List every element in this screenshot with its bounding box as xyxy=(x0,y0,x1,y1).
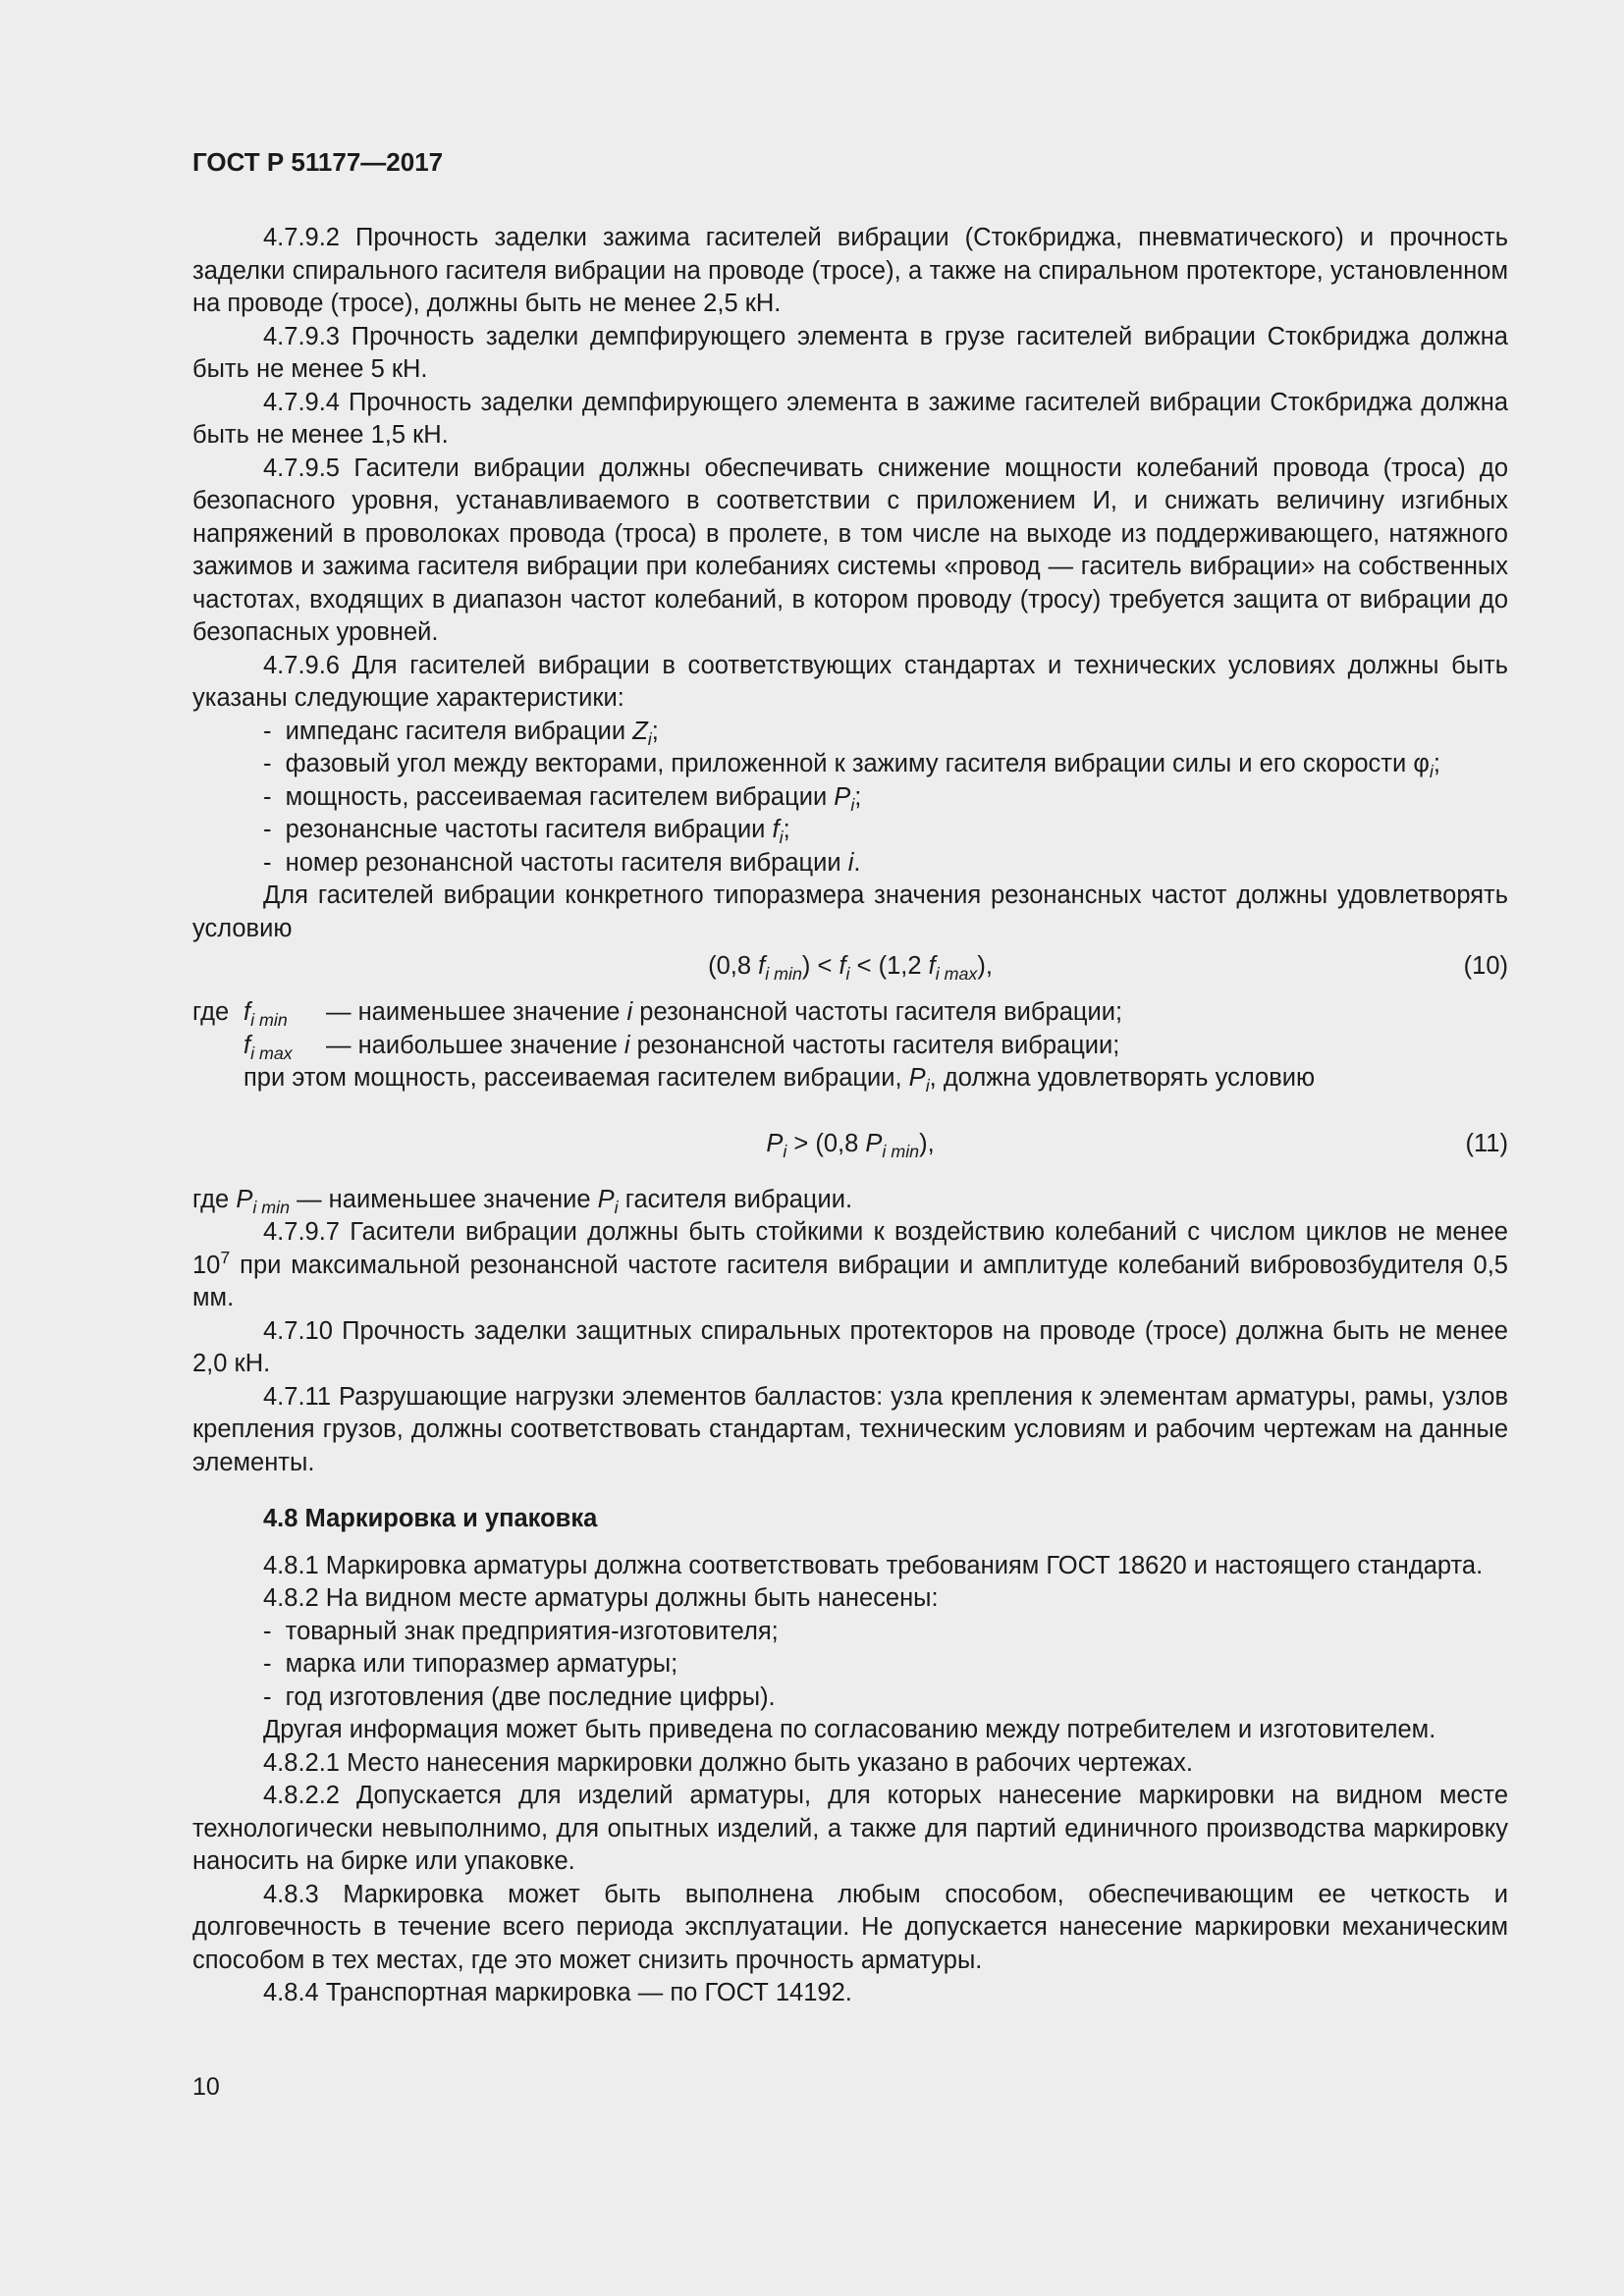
list-item: - товарный знак предприятия-изготовителя; xyxy=(192,1616,1508,1649)
paragraph-power-condition: при этом мощность, рассеиваемая гасителем вибрации, $P_i$, должна удовлетворять условию xyxy=(244,1064,1316,1095)
list-item: - фазовый угол между векторами, приложенной к зажиму гасителя вибрации силы и его скорости $\varphi_i$; xyxy=(192,748,1508,781)
where-row: где $f_{i min}$ — наименьшее значение i резонансной частоты гасителя вибрации; xyxy=(192,998,1123,1030)
list-item: - импеданс гасителя вибрации $Z_i$; xyxy=(192,716,1508,749)
list-item: - марка или типоразмер арматуры; xyxy=(192,1648,1508,1682)
paragraph-4-7-9-4: 4.7.9.4 Прочность заделки демпфирующего элемента в зажиме гасителей вибрации Стокбриджа должна быть не менее 1,5 кН. xyxy=(192,388,1508,449)
paragraph-other-info: Другая информация может быть приведена по согласованию между потребителем и изготовителем. xyxy=(263,1716,1436,1743)
where-row: где $P_{i min}$ — наименьшее значение $P_i$ гасителя вибрации. xyxy=(192,1185,853,1217)
paragraph-4-7-9-5: 4.7.9.5 Гасители вибрации должны обеспечивать снижение мощности колебаний провода (троса) до безопасного уровня, устанавливаемого в соответствии с приложением И, и снижать величину изгибных напряжений в проволоках провода (троса) в пролете, в том числе на выходе из поддерживающего, натяжного зажимов и зажима гасителя вибрации при колебаниях системы «провод — гаситель вибрации» на собственных частотах, входящих в диапазон частот колебаний, в котором проводу (тросу) требуется защита от вибрации до безопасных уровней. xyxy=(192,454,1508,646)
list-item: - резонансные частоты гасителя вибрации $f_i$; xyxy=(192,814,1508,847)
document-body xyxy=(192,222,1508,2010)
paragraph-4-8-1: 4.8.1 Маркировка арматуры должна соответствовать требованиям ГОСТ 18620 и настоящего стандарта. xyxy=(263,1551,1484,1579)
paragraph-4-8-2-2: 4.8.2.2 Допускается для изделий арматуры, для которых нанесение маркировки на видном месте технологически невыполнимо, для опытных изделий, а также для партий единичного производства маркировку наносить на бирке или упаковке. xyxy=(192,1782,1508,1875)
where-row: $f_{i max}$ — наибольшее значение i резонансной частоты гасителя вибрации; xyxy=(244,1031,1120,1063)
list-item: - год изготовления (две последние цифры). xyxy=(192,1682,1508,1715)
section-title-4-8: 4.8 Маркировка и упаковка xyxy=(263,1505,598,1532)
paragraph-4-7-9-6: 4.7.9.6 Для гасителей вибрации в соответствующих стандартах и технических условиях должны быть указаны следующие характеристики: xyxy=(192,651,1508,712)
paragraph-4-7-10: 4.7.10 Прочность заделки защитных спиральных протекторов на проводе (тросе) должна быть не менее 2,0 кН. xyxy=(192,1316,1508,1377)
list-item: - номер резонансной частоты гасителя вибрации i. xyxy=(192,847,1508,881)
paragraph-4-8-2-1: 4.8.2.1 Место нанесения маркировки должно быть указано в рабочих чертежах. xyxy=(263,1748,1193,1777)
paragraph-4-7-9-7: 4.7.9.7 Гасители вибрации должны быть стойкими к воздействию колебаний с числом циклов не менее $10^7$ при максимальной резонансной частоте гасителя вибрации и амплитуде колебаний вибровозбудителя 0,5 мм. xyxy=(192,1218,1508,1311)
paragraph-4-7-9-3: 4.7.9.3 Прочность заделки демпфирующего элемента в грузе гасителей вибрации Стокбриджа должна быть не менее 5 кН. xyxy=(192,322,1508,383)
formula-number: (10) xyxy=(1463,952,1508,981)
paragraph-4-8-2: 4.8.2 На видном месте арматуры должны быть нанесены: xyxy=(263,1584,939,1612)
formula-11: $P_i > (0,8$ $P_{i min}$), (11) xyxy=(766,1129,1508,1161)
paragraph-4-7-9-2: 4.7.9.2 Прочность заделки зажима гасителей вибрации (Стокбриджа, пневматического) и прочность заделки спирального гасителя вибрации на проводе (тросе), а также на спиральном протекторе, установленном на проводе (тросе), должны быть не менее 2,5 кН. xyxy=(192,224,1508,317)
formula-10: (0,8 $f_{i min}) < f_i < (1,2$ $f_{i max}$), (10) xyxy=(708,952,1508,985)
paragraph-condition: Для гасителей вибрации конкретного типоразмера значения резонансных частот должны удовлетворять условию xyxy=(192,881,1508,942)
paragraph-4-8-3: 4.8.3 Маркировка может быть выполнена любым способом, обеспечивающим ее четкость и долговечность в течение всего периода эксплуатации. Не допускается нанесение маркировки механическим способом в тех местах, где это может снизить прочность арматуры. xyxy=(192,1880,1508,1974)
paragraph-4-8-4: 4.8.4 Транспортная маркировка — по ГОСТ 14192. xyxy=(263,1979,852,2006)
page-number: 10 xyxy=(192,2073,220,2101)
document-id-header: ГОСТ Р 51177—2017 xyxy=(192,147,444,177)
list-item: - мощность, рассеиваемая гасителем вибрации $P_i$; xyxy=(192,781,1508,815)
formula-number: (11) xyxy=(1465,1129,1508,1157)
paragraph-4-7-11: 4.7.11 Разрушающие нагрузки элементов балластов: узла крепления к элементам арматуры, рамы, узлов крепления грузов, должны соответствовать стандартам, техническим условиям и рабочим чертежам на данные элементы. xyxy=(192,1382,1508,1476)
